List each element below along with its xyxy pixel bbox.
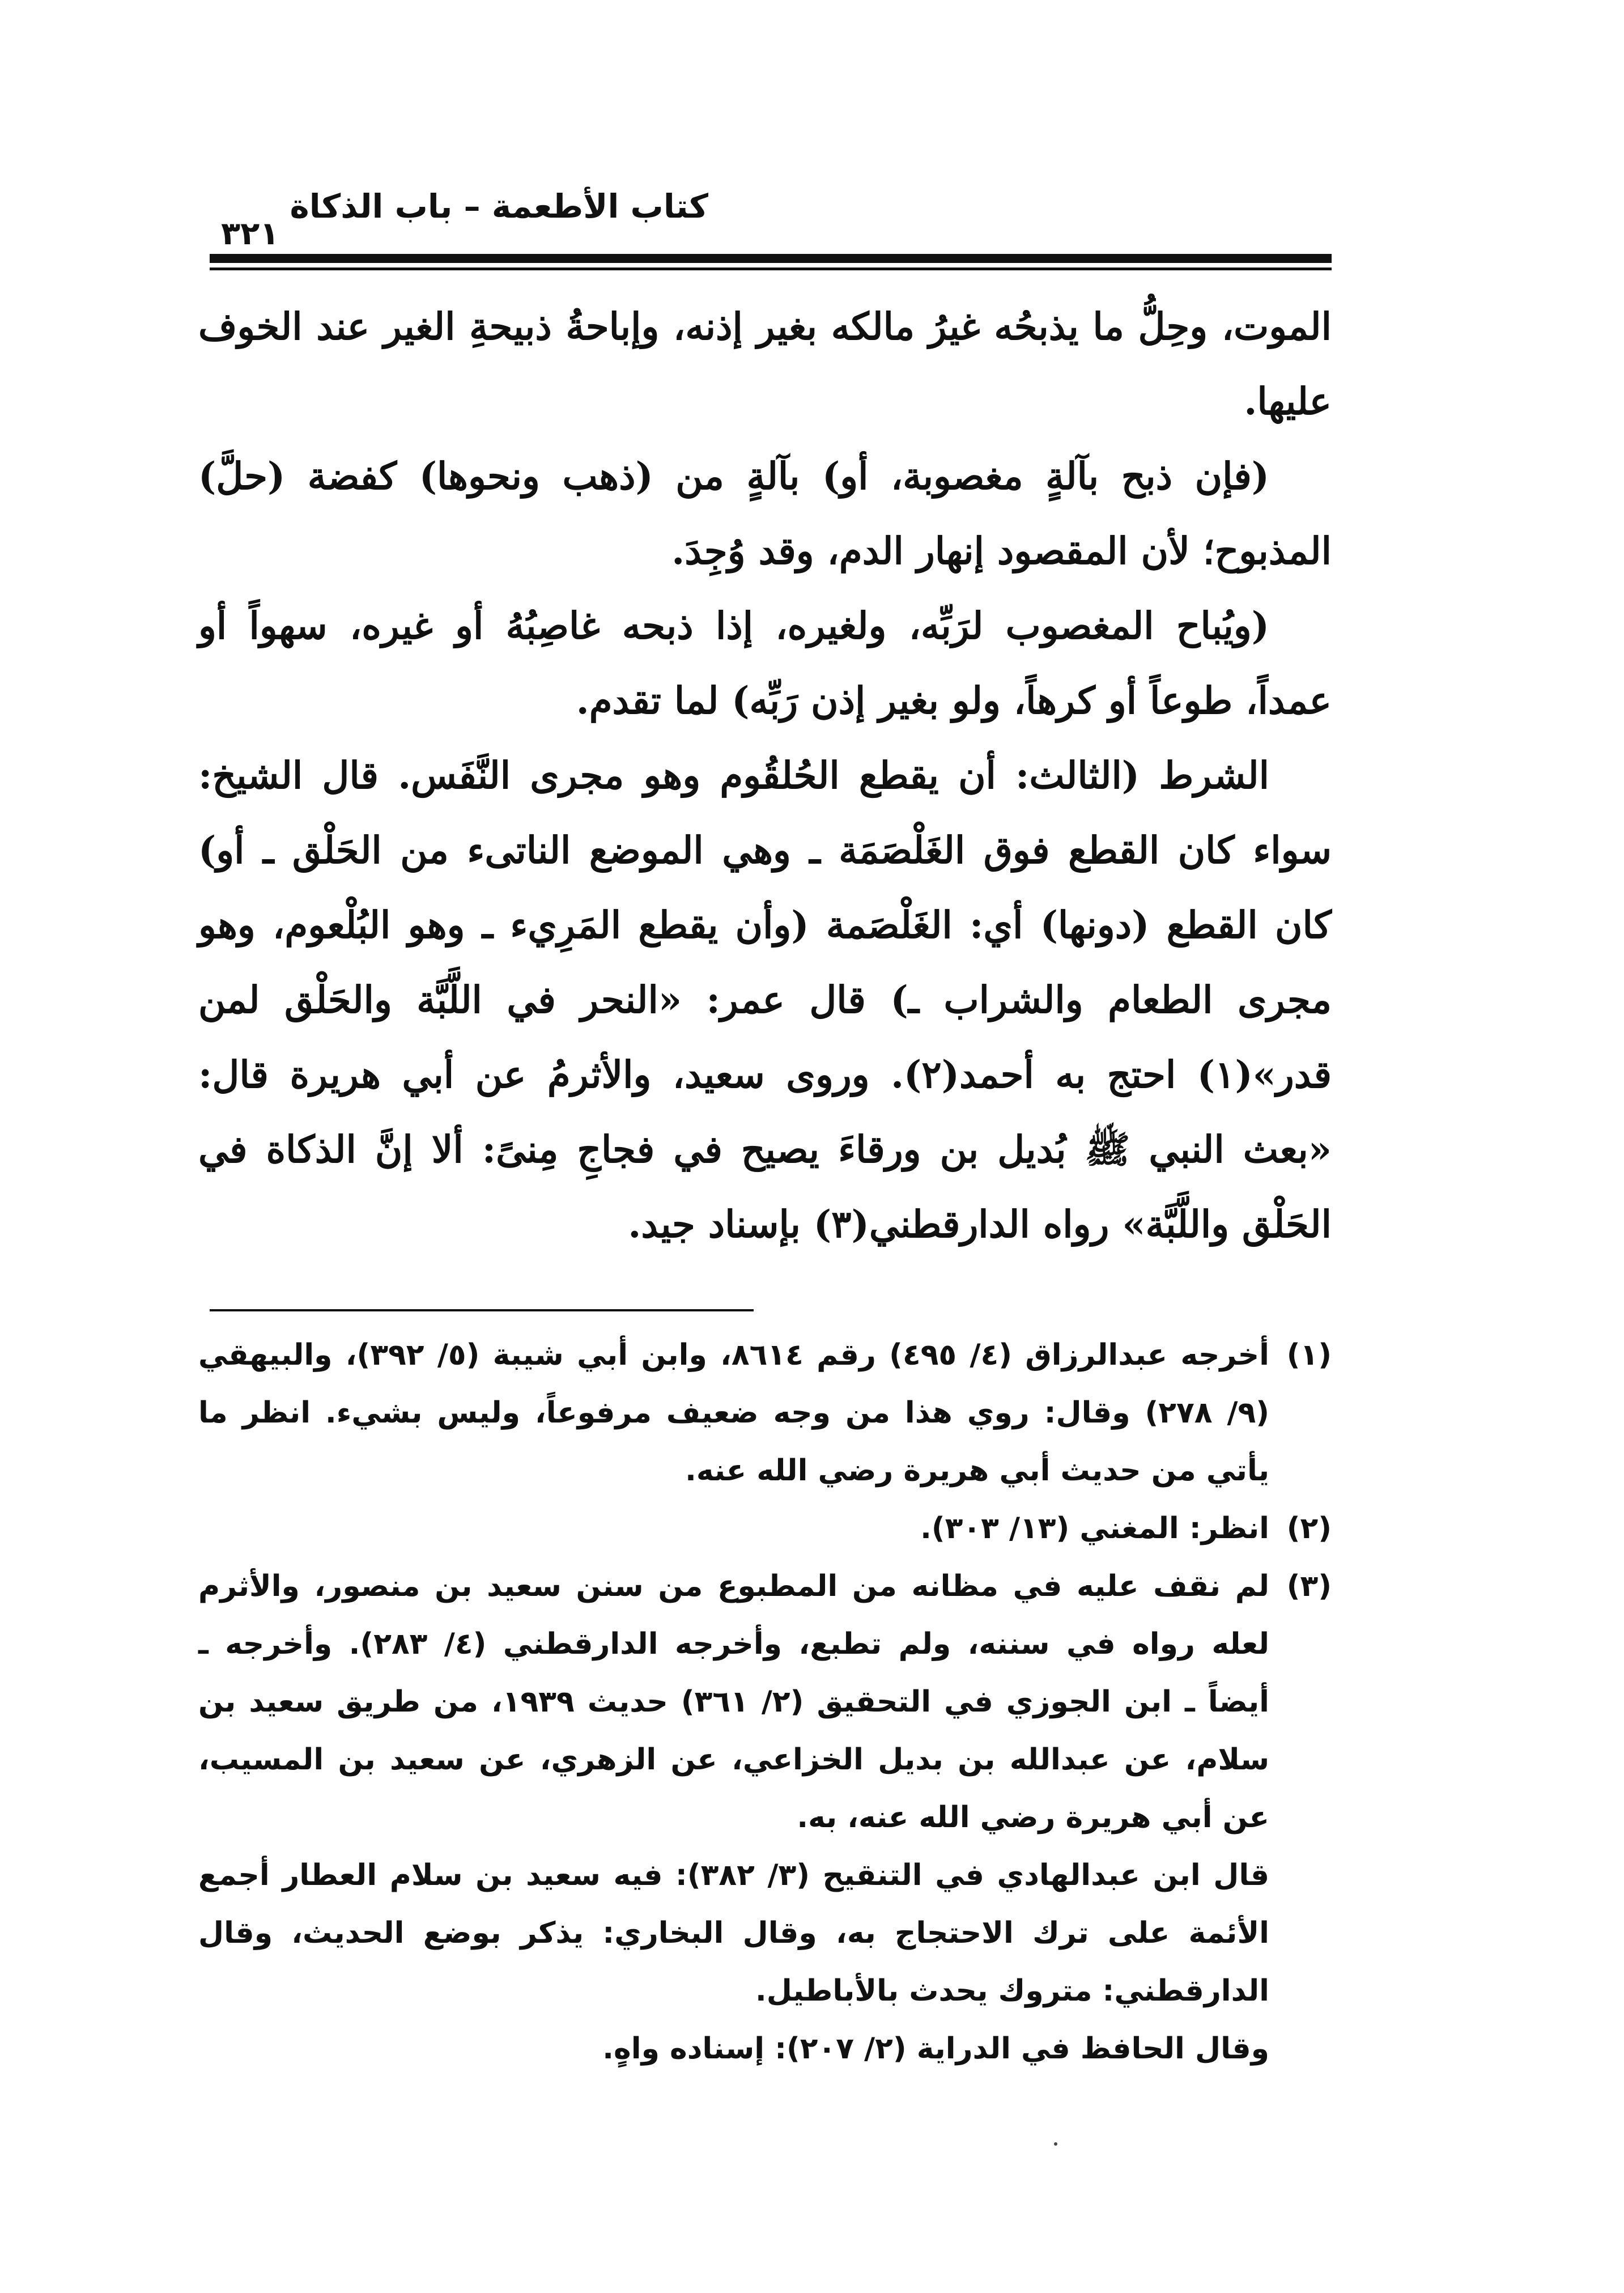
header-rule-thin xyxy=(210,267,1332,270)
footnote-1 xyxy=(198,1326,1332,1500)
paragraph-4: الشرط (الثالث: أن يقطع الحُلقُوم وهو مجرى النَّفَس. قال الشيخ: سواء كان القطع فوق الغَلْصَمَة ـ وهي الموضع الناتىء من الحَلْق ـ أو) كان القطع (دونها) أي: الغَلْصَمة (وأن يقطع المَرِيء ـ وهو البُلْعوم، وهو مجرى الطعام والشراب ـ) قال عمر: «النحر في اللَّبَّة والحَلْق لمن قدر»(١) احتج به أحمد(٢). وروى سعيد، والأثرمُ عن أبي هريرة قال: «بعث النبي ﷺ بُديل بن ورقاءَ يصيح في فجاجِ مِنىً: ألا إنَّ الذكاة في الحَلْق واللَّبَّة» رواه الدارقطني(٣) بإسناد جيد. xyxy=(198,753,1332,1246)
paragraph-1: الموت، وحِلُّ ما يذبحُه غيرُ مالكه بغير إذنه، وإباحةُ ذبيحةِ الغير عند الخوف عليها. xyxy=(198,304,1332,423)
header-rule-thick xyxy=(210,254,1332,263)
footnote-text: أخرجه عبدالرزاق (٤/ ٤٩٥) رقم ٨٦١٤، وابن أبي شيبة (٥/ ٣٩٢)، والبيهقي (٩/ ٢٧٨) وقال: روي هذا من وجه ضعيف مرفوعاً، وليس بشيء. انظر ما يأتي من حديث أبي هريرة رضي الله عنه. xyxy=(198,1338,1269,1488)
main-text xyxy=(198,289,1332,1262)
footnote-number: (٢) xyxy=(1286,1511,1332,1545)
footnote-text-final: وقال الحافظ في الدراية (٢/ ٢٠٧): إسناده واهٍ. xyxy=(602,2032,1269,2066)
footnote-3 xyxy=(198,1557,1332,2078)
footnote-text: لم نقف عليه في مظانه من المطبوع من سنن سعيد بن منصور، والأثرم لعله رواه في سننه، ولم تطبع، وأخرجه الدارقطني (٤/ ٢٨٣). وأخرجه ـ أيضاً ـ ابن الجوزي في التحقيق (٢/ ٣٦١) حديث ١٩٣٩، من طريق سعيد بن سلام، عن عبدالله بن بديل الخزاعي، عن الزهري، عن سعيد بن المسيب، عن أبي هريرة رضي الله عنه، به. xyxy=(198,1569,1269,1835)
paragraph-3: (ويُباح المغصوب لرَبِّه، ولغيره، إذا ذبحه غاصِبُهُ أو غيره، سهواً أو عمداً، طوعاً أو كرهاً، ولو بغير إذن رَبِّه) لما تقدم. xyxy=(198,604,1332,723)
footnote-text: انظر: المغني (١٣/ ٣٠٣). xyxy=(920,1511,1269,1545)
footnote-separator xyxy=(210,1309,754,1311)
footnote-text-continued: قال ابن عبدالهادي في التنقيح (٣/ ٣٨٢): فيه سعيد بن سلام العطار أجمع الأئمة على ترك الاحتجاج به، وقال البخاري: يذكر بوضع الحديث، وقال الدارقطني: متروك يحدث بالأباطيل. xyxy=(198,1858,1270,2008)
footnotes xyxy=(198,1326,1332,2078)
footnote-number: (١) xyxy=(1286,1338,1332,1372)
page-number: ٣٢١ xyxy=(221,215,279,252)
footnote-number: (٣) xyxy=(1286,1569,1332,1603)
scan-speck xyxy=(1054,2142,1057,2146)
running-title: كتاب الأطعمة – باب الذكاة xyxy=(290,187,708,226)
footnote-2 xyxy=(198,1500,1332,1557)
paragraph-2: (فإن ذبح بآلةٍ مغصوبة، أو) بآلةٍ من (ذهب ونحوها) كفضة (حلَّ) المذبوح؛ لأن المقصود إنهار الدم، وقد وُجِدَ. xyxy=(198,454,1332,573)
